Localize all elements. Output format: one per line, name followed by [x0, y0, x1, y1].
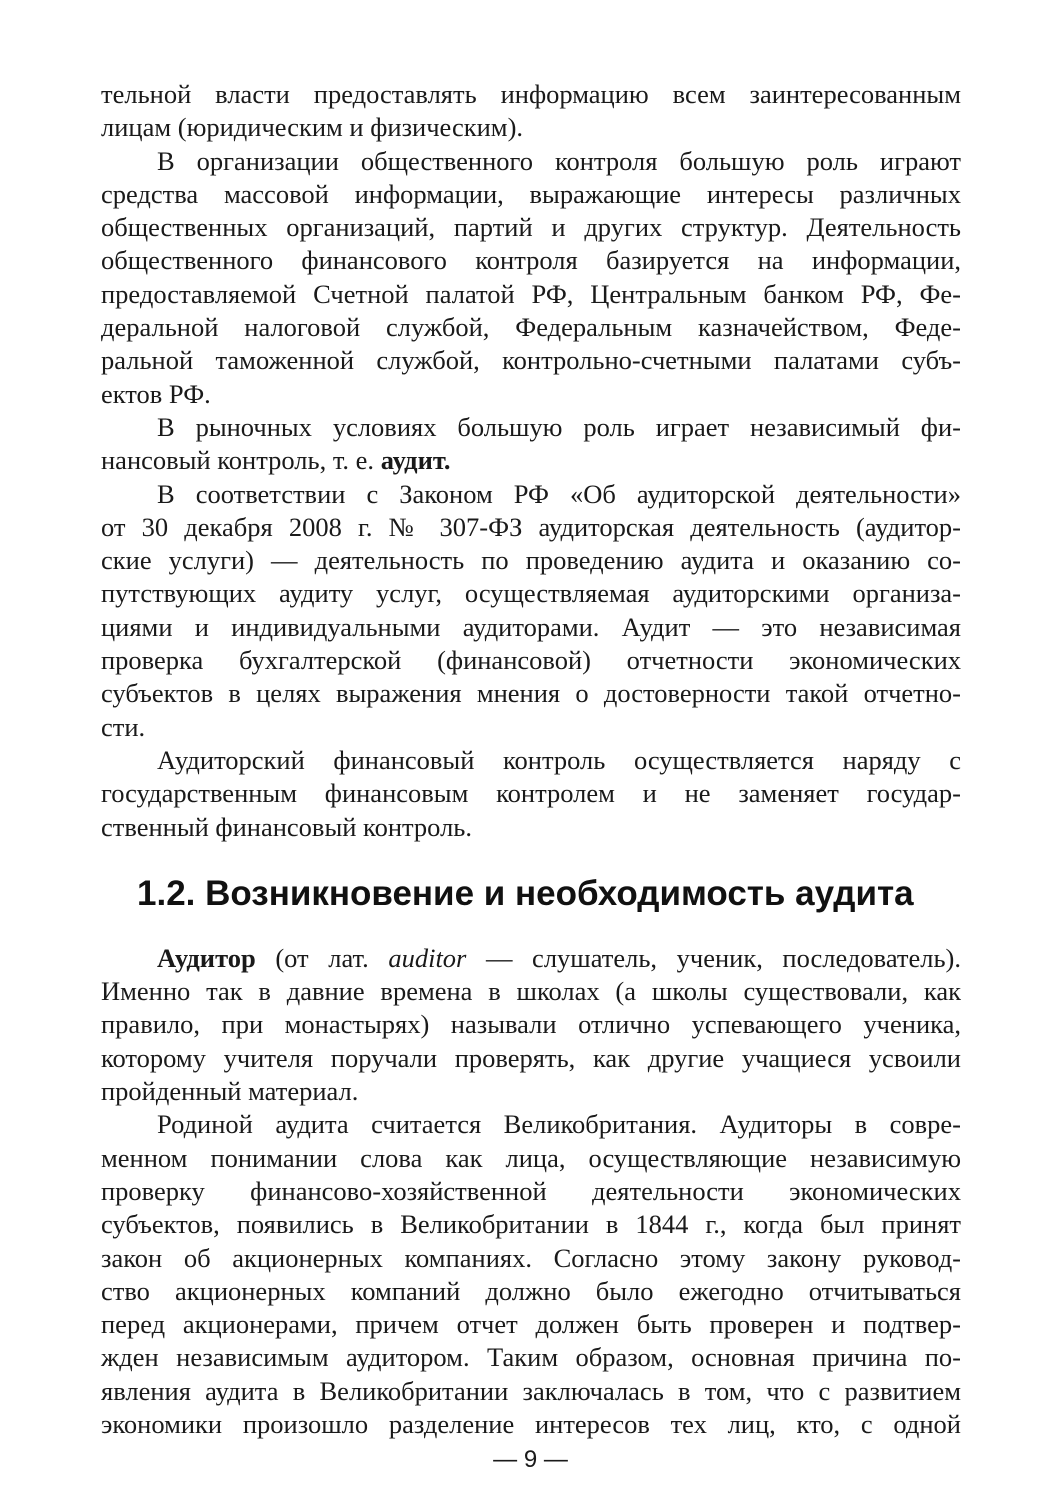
text-line: В рыночных условиях большую роль играет независимый фи-	[157, 411, 961, 442]
text-line: Именно так в давние времена в школах (а школы существовали, как	[101, 976, 961, 1007]
text-line: ские услуги) — деятельность по проведению аудита и оказанию со-	[101, 545, 961, 576]
italic-term: auditor	[388, 942, 467, 973]
paragraph	[101, 478, 961, 744]
paragraph	[101, 744, 961, 844]
section-heading: 1.2. Возникновение и необходимость аудита	[137, 873, 914, 913]
text-line: пройденный материал.	[101, 1076, 359, 1107]
text-line: ральной таможенной службой, контрольно-счетными палатами субъ-	[101, 345, 961, 376]
bold-term: Аудитор	[157, 942, 256, 973]
text-line: проверку финансово-хозяйственной деятельности экономических	[101, 1175, 961, 1206]
text-line	[101, 942, 961, 975]
text-line: явления аудита в Великобритании заключалась в том, что с развитием	[101, 1375, 961, 1406]
text-line: субъектов, появились в Великобритании в 1844 г., когда был принят	[101, 1209, 961, 1240]
text-line: правило, при монастырях) называли отлично успевающего ученика,	[101, 1009, 961, 1040]
text-run: — слушатель, ученик, последователь).	[466, 942, 961, 973]
text-line: В организации общественного контроля большую роль играют	[157, 145, 961, 176]
paragraph	[101, 1108, 961, 1441]
text-line: ственный финансовый контроль.	[101, 811, 472, 842]
text-line: ектов РФ.	[101, 378, 211, 409]
paragraph	[101, 145, 961, 411]
text-line: Родиной аудита считается Великобритания. Аудиторы в совре-	[157, 1109, 961, 1140]
bold-term: аудит.	[380, 445, 451, 476]
text-line: перед акционерами, причем отчет должен быть проверен и подтвер-	[101, 1309, 961, 1340]
text-line: лицам (юридическим и физическим).	[101, 112, 524, 143]
text-line: деральной налоговой службой, Федеральным казначейством, Феде-	[101, 312, 961, 343]
text-line: Аудиторский финансовый контроль осуществляется наряду с	[157, 744, 961, 775]
page-body	[101, 78, 961, 1441]
text-line: циями и индивидуальными аудиторами. Аудит — это независимая	[101, 611, 961, 642]
text-line: В соответствии с Законом РФ «Об аудиторской деятельности»	[157, 478, 961, 509]
text-line: тельной власти предоставлять информацию всем заинтересованным	[101, 79, 961, 109]
text-line: закон об акционерных компаниях. Согласно этому закону руковод-	[101, 1242, 961, 1273]
text-line: ство акционерных компаний должно было ежегодно отчитываться	[101, 1275, 961, 1306]
text-line: предоставляемой Счетной палатой РФ, Центральным банком РФ, Фе-	[101, 278, 961, 309]
text-line: от 30 декабря 2008 г. № 307-ФЗ аудиторская деятельность (аудитор-	[101, 511, 961, 542]
text-run: (от лат.	[255, 942, 389, 973]
page-number: — 9 —	[493, 1446, 568, 1473]
paragraph	[101, 942, 961, 1108]
text-line: жден независимым аудитором. Таким образом, основная причина по-	[101, 1342, 961, 1373]
text-run: нансовый контроль, т. е.	[101, 445, 381, 476]
text-line	[101, 444, 961, 477]
paragraph	[101, 411, 961, 478]
text-line: сти.	[101, 711, 146, 742]
text-line: менном понимании слова как лица, осуществляющие независимую	[101, 1142, 961, 1173]
text-line: общественных организаций, партий и других структур. Деятельность	[101, 212, 961, 243]
text-line: общественного финансового контроля базируется на информации,	[101, 245, 961, 276]
text-line: субъектов в целях выражения мнения о достоверности такой отчетно-	[101, 678, 961, 709]
text-line: средства массовой информации, выражающие интересы различных	[101, 178, 961, 209]
text-line: которому учителя поручали проверять, как другие учащиеся усвоили	[101, 1042, 961, 1073]
text-line: экономики произошло разделение интересов тех лиц, кто, с одной	[101, 1408, 961, 1439]
paragraph	[101, 78, 961, 145]
text-line: проверка бухгалтерской (финансовой) отчетности экономических	[101, 645, 961, 676]
text-line: государственным финансовым контролем и не заменяет государ-	[101, 778, 961, 809]
text-line: путствующих аудиту услуг, осуществляемая аудиторскими организа-	[101, 578, 961, 609]
